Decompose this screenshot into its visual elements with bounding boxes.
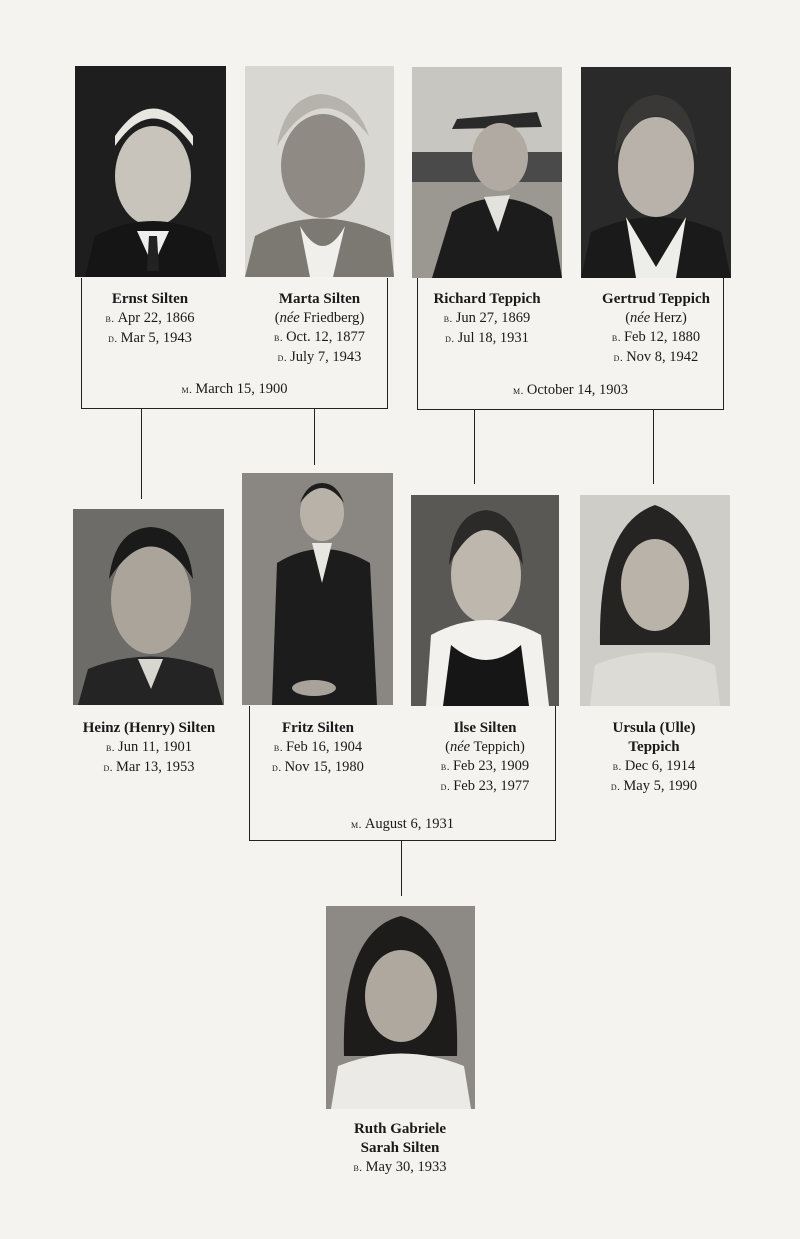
line-to-fritz [314,409,315,465]
maiden-name: Teppich [473,739,520,755]
portrait-ursula [580,495,730,706]
marriage-date: March 15, 1900 [195,381,288,397]
death-date: Mar 5, 1943 [120,330,192,346]
person-ilse-silten: Ilse Silten (née Teppich) b. Feb 23, 1909 d. Feb 23, 1977 [417,719,553,797]
birth-abbr: b. [612,761,622,773]
nee-label: née [279,310,300,326]
nee-label: née [450,739,471,755]
marriage-fritz-ilse [249,815,556,834]
marriage-richard-gertrud [417,381,724,400]
portrait-ilse [411,495,559,706]
portrait-gertrud [581,67,731,278]
death-abbr: d. [103,762,113,774]
line-to-ilse [474,410,475,484]
person-ruth-silten [320,1120,480,1178]
marriage-abbr: m. [513,385,524,397]
person-marta-silten: Marta Silten (née Friedberg) b. Oct. 12, 1877 d. July 7, 1943 [252,290,387,368]
person-name-line2: Sarah Silten [360,1140,440,1156]
death-abbr: d. [610,781,621,793]
birth-date: Oct. 12, 1877 [286,329,366,345]
death-date: Nov 15, 1980 [284,759,364,775]
person-name: Heinz (Henry) Silten [82,720,216,736]
birth-abbr: b. [273,742,283,754]
line-to-heinz [141,409,142,499]
portrait-richard [412,67,562,278]
birth-abbr: b. [105,313,115,325]
birth-abbr: b. [273,332,284,344]
death-abbr: d. [272,762,282,774]
birth-abbr: b. [353,1162,363,1174]
photo-heinz-silten [73,509,224,705]
portrait-fritz [242,473,393,705]
marriage-abbr: m. [181,384,193,396]
death-abbr: d. [440,781,451,793]
person-name: Ernst Silten [111,291,189,307]
birth-abbr: b. [443,313,453,325]
death-date: Jul 18, 1931 [457,330,529,346]
photo-ilse-silten [411,495,559,706]
marriage-abbr: m. [351,819,362,831]
death-date: Nov 8, 1942 [626,349,699,365]
birth-date: Feb 23, 1909 [452,758,530,774]
death-abbr: d. [277,352,288,364]
death-abbr: d. [108,333,118,345]
maiden-name: Herz [653,310,682,326]
marriage-date: October 14, 1903 [526,382,628,398]
person-name-line2: Teppich [628,739,680,755]
person-name-line1: Ursula (Ulle) [612,720,696,736]
person-heinz-silten [65,719,233,778]
portrait-ernst [75,66,226,277]
person-name-line1: Ruth Gabriele [353,1121,447,1137]
marriage-ernst-marta [81,380,388,399]
death-abbr: d. [613,352,624,364]
portrait-heinz [73,509,224,705]
photo-richard-teppich [412,67,562,278]
portrait-ruth [326,906,475,1109]
person-name: Gertrud Teppich [602,291,710,307]
death-date: Mar 13, 1953 [115,759,195,775]
birth-date: Apr 22, 1866 [117,310,195,326]
person-name: Fritz Silten [281,720,355,736]
person-gertrud-teppich: Gertrud Teppich (née Herz) b. Feb 12, 1880 d. Nov 8, 1942 [586,290,726,368]
person-ursula-teppich [586,719,722,797]
photo-fritz-silten [242,473,393,705]
birth-date: Jun 27, 1869 [455,310,531,326]
birth-date: Jun 11, 1901 [118,739,193,755]
photo-gertrud-teppich [581,67,731,278]
photo-marta-silten [245,66,394,277]
birth-abbr: b. [611,332,621,344]
birth-date: Feb 12, 1880 [623,329,701,345]
photo-ernst-silten [75,66,226,277]
maiden-name: Friedberg [303,310,360,326]
photo-ursula-teppich [580,495,730,706]
death-date: July 7, 1943 [290,349,362,365]
person-name: Marta Silten [278,291,361,307]
birth-date: May 30, 1933 [365,1159,447,1175]
birth-abbr: b. [105,742,116,754]
photo-ruth-silten [326,906,475,1109]
birth-abbr: b. [440,761,450,773]
person-name: Richard Teppich [433,291,541,307]
person-name: Ilse Silten [453,720,517,736]
line-to-ursula [653,410,654,484]
birth-date: Feb 16, 1904 [285,739,363,755]
portrait-marta [245,66,394,277]
death-abbr: d. [445,333,455,345]
nee-label: née [630,310,651,326]
marriage-date: August 6, 1931 [364,816,454,832]
birth-date: Dec 6, 1914 [624,758,696,774]
death-date: Feb 23, 1977 [453,778,530,794]
death-date: May 5, 1990 [623,778,698,794]
line-to-ruth [401,841,402,896]
